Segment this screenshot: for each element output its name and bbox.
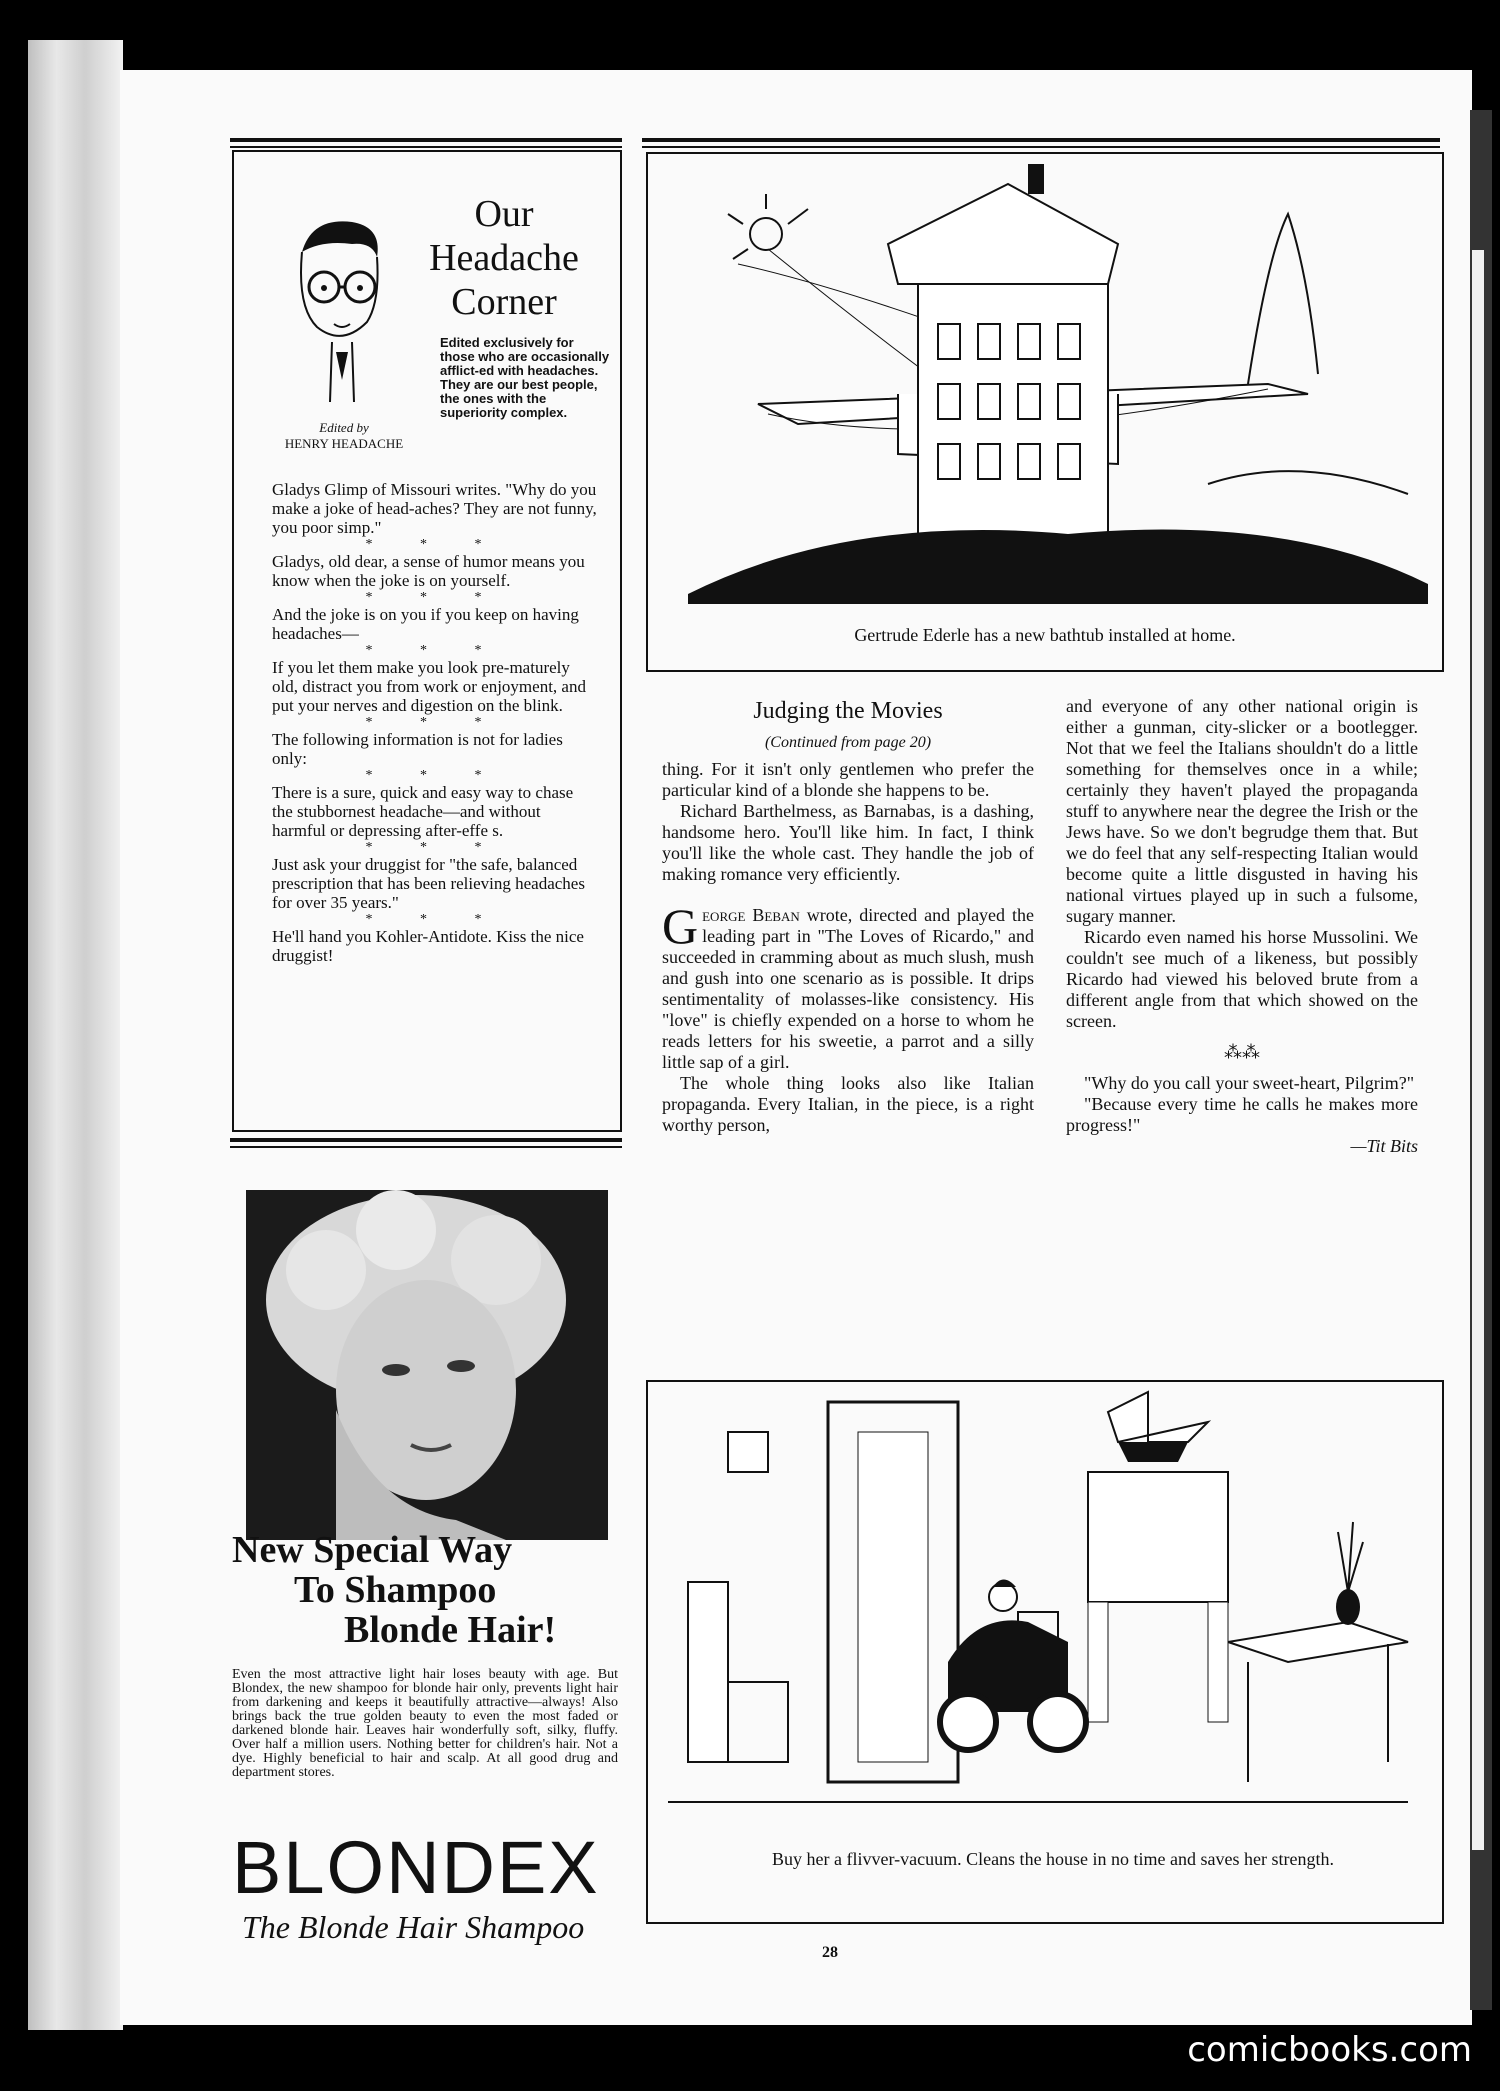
article-paragraph: thing. For it isn't only gentlemen who prefer the particular kind of a blonde she happens to be.	[662, 759, 1034, 800]
continued-note: (Continued from page 20)	[764, 734, 932, 751]
article-paragraph: and everyone of any other national origin is either a gunman, city-slicker or a bootlegger. Not that we feel the Italians shouldn't do a little something for themselves once in a while; certainly they haven't played the propaganda stuff to anywhere near the degree the Irish or the Jews have. So we don't begrudge them that. But we do feel that any self-respecting Italian would become quite a little disgusted in having his national virtues played up in such a fulsome, sugary manner.	[1066, 696, 1418, 926]
living-room-cartoon	[648, 1382, 1442, 1842]
headache-corner-intro: Edited exclusively for those who are occasionally afflict-ed with headaches. They are our best people, the ones with the superiority complex.	[440, 335, 610, 420]
brand-tagline: The Blonde Hair Shampoo	[242, 1909, 585, 1945]
facing-page-strip	[1472, 250, 1484, 1850]
top-cartoon-frame	[646, 152, 1444, 672]
headache-corner-text	[272, 480, 597, 965]
page-number: 28	[822, 1944, 838, 1961]
bottom-cartoon-frame	[646, 1380, 1444, 1924]
star-divider: * * *	[365, 537, 504, 552]
article-paragraph: Ricardo even named his horse Mussolini. We couldn't see much of a likeness, but possibly Ricardo had viewed his beloved brute from a different angle from that which showed on the screen.	[1066, 927, 1418, 1031]
article-column-1	[662, 696, 1034, 1136]
top-rule-right	[642, 138, 1440, 148]
joke-line: "Why do you call your sweet-heart, Pilgrim?"	[1084, 1073, 1415, 1093]
joke-source: —Tit Bits	[1350, 1136, 1418, 1156]
hc-paragraph: He'll hand you Kohler-Antidote. Kiss the nice druggist!	[272, 927, 584, 965]
ad-body-text: Even the most attractive light hair loses beauty with age. But Blondex, the new shampoo for blonde hair only, prevents light hair from darkening and keeps it beautifully attractive—always! Also brings back the true golden beauty to even the most faded or darkened blonde hair. Leaves hair wonderfully soft, silky, fluffy. Over half a million users. Nothing better for children's hair. Not a dye. Highly beneficial to hair and scalp. At all good drug and department stores.	[232, 1667, 618, 1780]
ornament-divider: ⁂⁂	[1224, 1042, 1260, 1062]
mid-rule-left	[230, 1138, 622, 1148]
editor-credit: Edited by HENRY HEADACHE	[284, 420, 404, 451]
book-spine	[28, 40, 123, 2030]
article-paragraph: Richard Barthelmess, as Barnabas, is a dashing, handsome hero. You'll like him. In fact, I think you'll like the whole cast. They handle the job of making romance very efficiently.	[662, 801, 1034, 884]
hc-paragraph: Just ask your druggist for "the safe, balanced prescription that has been relieving headaches for over 35 years."	[272, 855, 585, 912]
headache-corner-title: Our Headache Corner	[429, 193, 579, 323]
star-divider: * * *	[365, 768, 504, 783]
hc-paragraph: There is a sure, quick and easy way to chase the stubbornest headache—and without harmful or depressing after-effe s.	[272, 783, 574, 840]
joke-line: "Because every time he calls he makes more progress!"	[1066, 1094, 1418, 1135]
hc-paragraph: If you let them make you look pre-maturely old, distract you from work or enjoyment, and put your nerves and digestion on the blink.	[272, 658, 586, 715]
name-small-caps: eorge Beban	[702, 905, 800, 925]
star-divider: * * *	[365, 590, 504, 605]
top-cartoon-caption: Gertrude Ederle has a new bathtub installed at home.	[854, 625, 1236, 645]
article-column-2	[1066, 696, 1418, 1157]
hc-paragraph: Gladys Glimp of Missouri writes. "Why do you make a joke of head-aches? They are not funny, you poor simp."	[272, 480, 597, 537]
brand-logo-text: BLONDEX	[232, 1826, 600, 1909]
star-divider: * * *	[365, 840, 504, 855]
ad-headline: New Special Way To Shampoo Blonde Hair!	[232, 1529, 557, 1651]
hc-paragraph: The following information is not for ladies only:	[272, 730, 563, 768]
article-title: Judging the Movies	[753, 698, 943, 724]
star-divider: * * *	[365, 715, 504, 730]
woman-portrait-image	[246, 1190, 608, 1540]
caricature-illustration	[272, 212, 402, 412]
bottom-cartoon-caption: Buy her a flivver-vacuum. Cleans the house in no time and saves her strength.	[772, 1849, 1334, 1869]
top-rule-left	[230, 138, 622, 148]
site-watermark: comicbooks.com	[1187, 2030, 1472, 2070]
house-bathtub-cartoon	[648, 154, 1442, 604]
star-divider: * * *	[365, 912, 504, 927]
article-paragraph: George Beban wrote, directed and played the leading part in "The Loves of Ricardo," and succeeded in cramming about as much slush, mush and gush into one scenario as is possible. It drips sentimentality of molasses-like consistency. His "love" is chiefly expended on a horse to whom he reads letters for his sweetie, a parrot and a silly little sap of a girl.	[662, 898, 1034, 1072]
drop-cap: G	[662, 898, 699, 954]
portrait-photo	[246, 1190, 608, 1540]
article-paragraph: The whole thing looks also like Italian propaganda. Every Italian, in the piece, is a right worthy person,	[662, 1073, 1034, 1135]
headache-corner-box	[232, 150, 622, 1132]
hc-paragraph: And the joke is on you if you keep on having headaches—	[272, 605, 579, 643]
star-divider: * * *	[365, 643, 504, 658]
hc-paragraph: Gladys, old dear, a sense of humor means you know when the joke is on yourself.	[272, 552, 585, 590]
